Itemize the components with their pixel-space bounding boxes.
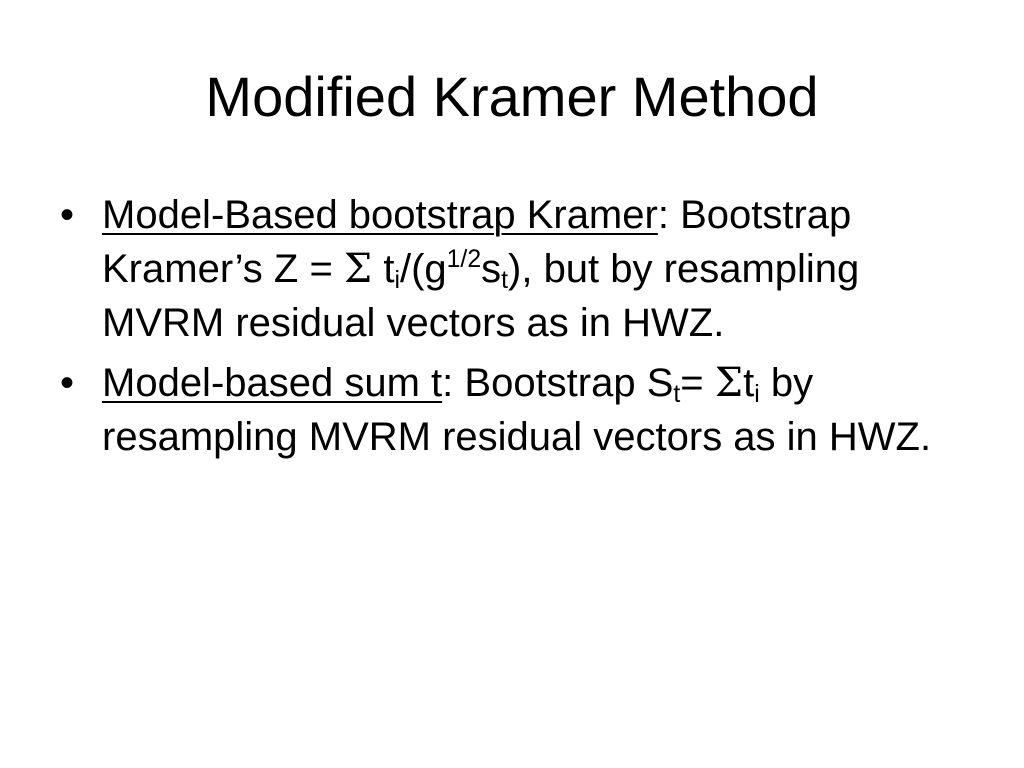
subscript: t xyxy=(501,267,509,295)
bullet-text: t xyxy=(743,361,755,405)
bullet-separator: : xyxy=(657,193,669,237)
subscript: i xyxy=(394,267,400,295)
bullet-text: Bootstrap Kramer’s Z = xyxy=(102,193,852,291)
bullet-text: t xyxy=(372,247,395,291)
sigma-symbol: Σ xyxy=(343,246,373,292)
subscript: i xyxy=(754,381,760,409)
bullet-term: Model-Based bootstrap Kramer xyxy=(102,193,658,237)
subscript: t xyxy=(673,381,681,409)
bullet-marker: • xyxy=(60,361,75,405)
superscript: 1/2 xyxy=(446,246,482,274)
bullet-item xyxy=(60,188,970,350)
bullet-separator: : xyxy=(442,361,454,405)
bullet-list xyxy=(60,188,970,470)
bullet-term: Model-based sum t xyxy=(102,361,443,405)
bullet-text: /(g xyxy=(399,247,447,291)
slide-title: Modified Kramer Method xyxy=(205,65,819,128)
bullet-text: = xyxy=(680,361,715,405)
bullet-text: s xyxy=(481,247,502,291)
bullet-text: Bootstrap S xyxy=(453,361,674,405)
bullet-text: by resampling MVRM residual vectors as in HWZ. xyxy=(102,361,932,459)
sigma-symbol: Σ xyxy=(714,360,744,406)
bullet-text: ), but by resampling MVRM residual vectors as in HWZ. xyxy=(102,247,860,345)
bullet-marker: • xyxy=(60,193,75,237)
bullet-item xyxy=(60,356,970,464)
